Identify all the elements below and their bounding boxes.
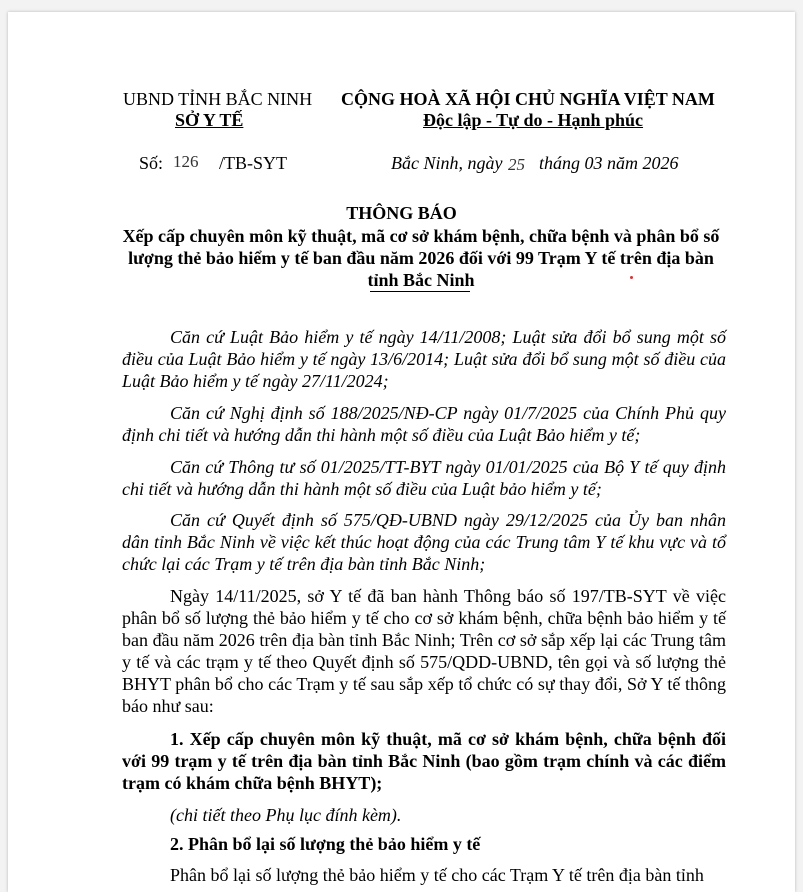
document-page: [8, 12, 795, 892]
doc-day: 25: [508, 155, 525, 174]
body-paragraph: Ngày 14/11/2025, sở Y tế đã ban hành Thông báo số 197/TB-SYT về việc phân bổ số lượng thẻ bảo hiểm y tế cho cơ sở khám bệnh, chữa bệnh bảo hiểm y tế ban đầu năm 2026 trên địa bàn tỉnh Bắc Ninh; Trên cơ sở sắp xếp lại các Trung tâm y tế và các trạm y tế theo Quyết định số 575/QDD-UBND, tên gọi và số lượng thẻ BHYT phân bổ cho các Trạm y tế sau sắp xếp tổ chức có sự thay đổi, Sở Y tế thông báo như sau:: [122, 586, 726, 716]
doc-number-label: Số:: [139, 153, 164, 173]
legal-basis-4: Căn cứ Quyết định số 575/QĐ-UBND ngày 29/12/2025 của Ủy ban nhân dân tỉnh Bắc Ninh về việc kết thúc hoạt động của các Trung tâm Y tế khu vực và tổ chức lại các Trạm y tế trên địa bàn tỉnh Bắc Ninh;: [122, 510, 726, 574]
section-2-paragraph: Phân bổ lại số lượng thẻ bảo hiểm y tế cho các Trạm Y tế trên địa bàn tỉnh: [170, 865, 704, 885]
title-underline: [370, 291, 470, 292]
national-title: CỘNG HOÀ XÃ HỘI CHỦ NGHĨA VIỆT NAM: [341, 89, 715, 109]
agency-name: SỞ Y TẾ: [175, 110, 244, 130]
doc-subtitle: Xếp cấp chuyên môn kỹ thuật, mã cơ sở khám bệnh, chữa bệnh và phân bổ số lượng thẻ bảo hiểm y tế ban đầu năm 2026 đối với 99 Trạm Y tế trên địa bàn tỉnh Bắc Ninh: [122, 226, 720, 290]
legal-basis-3: Căn cứ Thông tư số 01/2025/TT-BYT ngày 01/01/2025 của Bộ Y tế quy định chi tiết và hướng dẫn thi hành một số điều của Luật bảo hiểm y tế;: [122, 457, 726, 499]
doc-number-suffix: /TB-SYT: [219, 153, 288, 173]
legal-basis-2: Căn cứ Nghị định số 188/2025/NĐ-CP ngày 01/7/2025 của Chính Phủ quy định chi tiết và hướng dẫn thi hành một số điều của Luật Bảo hiểm y tế;: [122, 403, 726, 445]
agency-parent: UBND TỈNH BẮC NINH: [123, 89, 313, 109]
doc-number: 126: [173, 152, 199, 171]
place-date-prefix: Bắc Ninh, ngày: [391, 153, 503, 173]
national-motto: Độc lập - Tự do - Hạnh phúc: [423, 110, 644, 130]
legal-basis-1: Căn cứ Luật Bảo hiểm y tế ngày 14/11/2008; Luật sửa đổi bổ sung một số điều của Luật Bảo hiểm y tế ngày 13/6/2014; Luật sửa đổi bổ sung một số điều của Luật Bảo hiểm y tế ngày 27/11/2024;: [122, 327, 726, 391]
section-1-heading: 1. Xếp cấp chuyên môn kỹ thuật, mã cơ sở khám bệnh, chữa bệnh đối với 99 trạm y tế trên địa bàn tỉnh Bắc Ninh (bao gồm trạm chính và các điểm trạm có khám chữa bệnh BHYT);: [122, 729, 726, 793]
doc-title: THÔNG BÁO: [346, 203, 457, 223]
red-mark: [630, 276, 633, 279]
section-2-heading: 2. Phân bổ lại số lượng thẻ bảo hiểm y tế: [170, 834, 481, 854]
section-1-note: (chi tiết theo Phụ lục đính kèm).: [170, 805, 402, 825]
month-year: tháng 03 năm 2026: [539, 153, 679, 173]
